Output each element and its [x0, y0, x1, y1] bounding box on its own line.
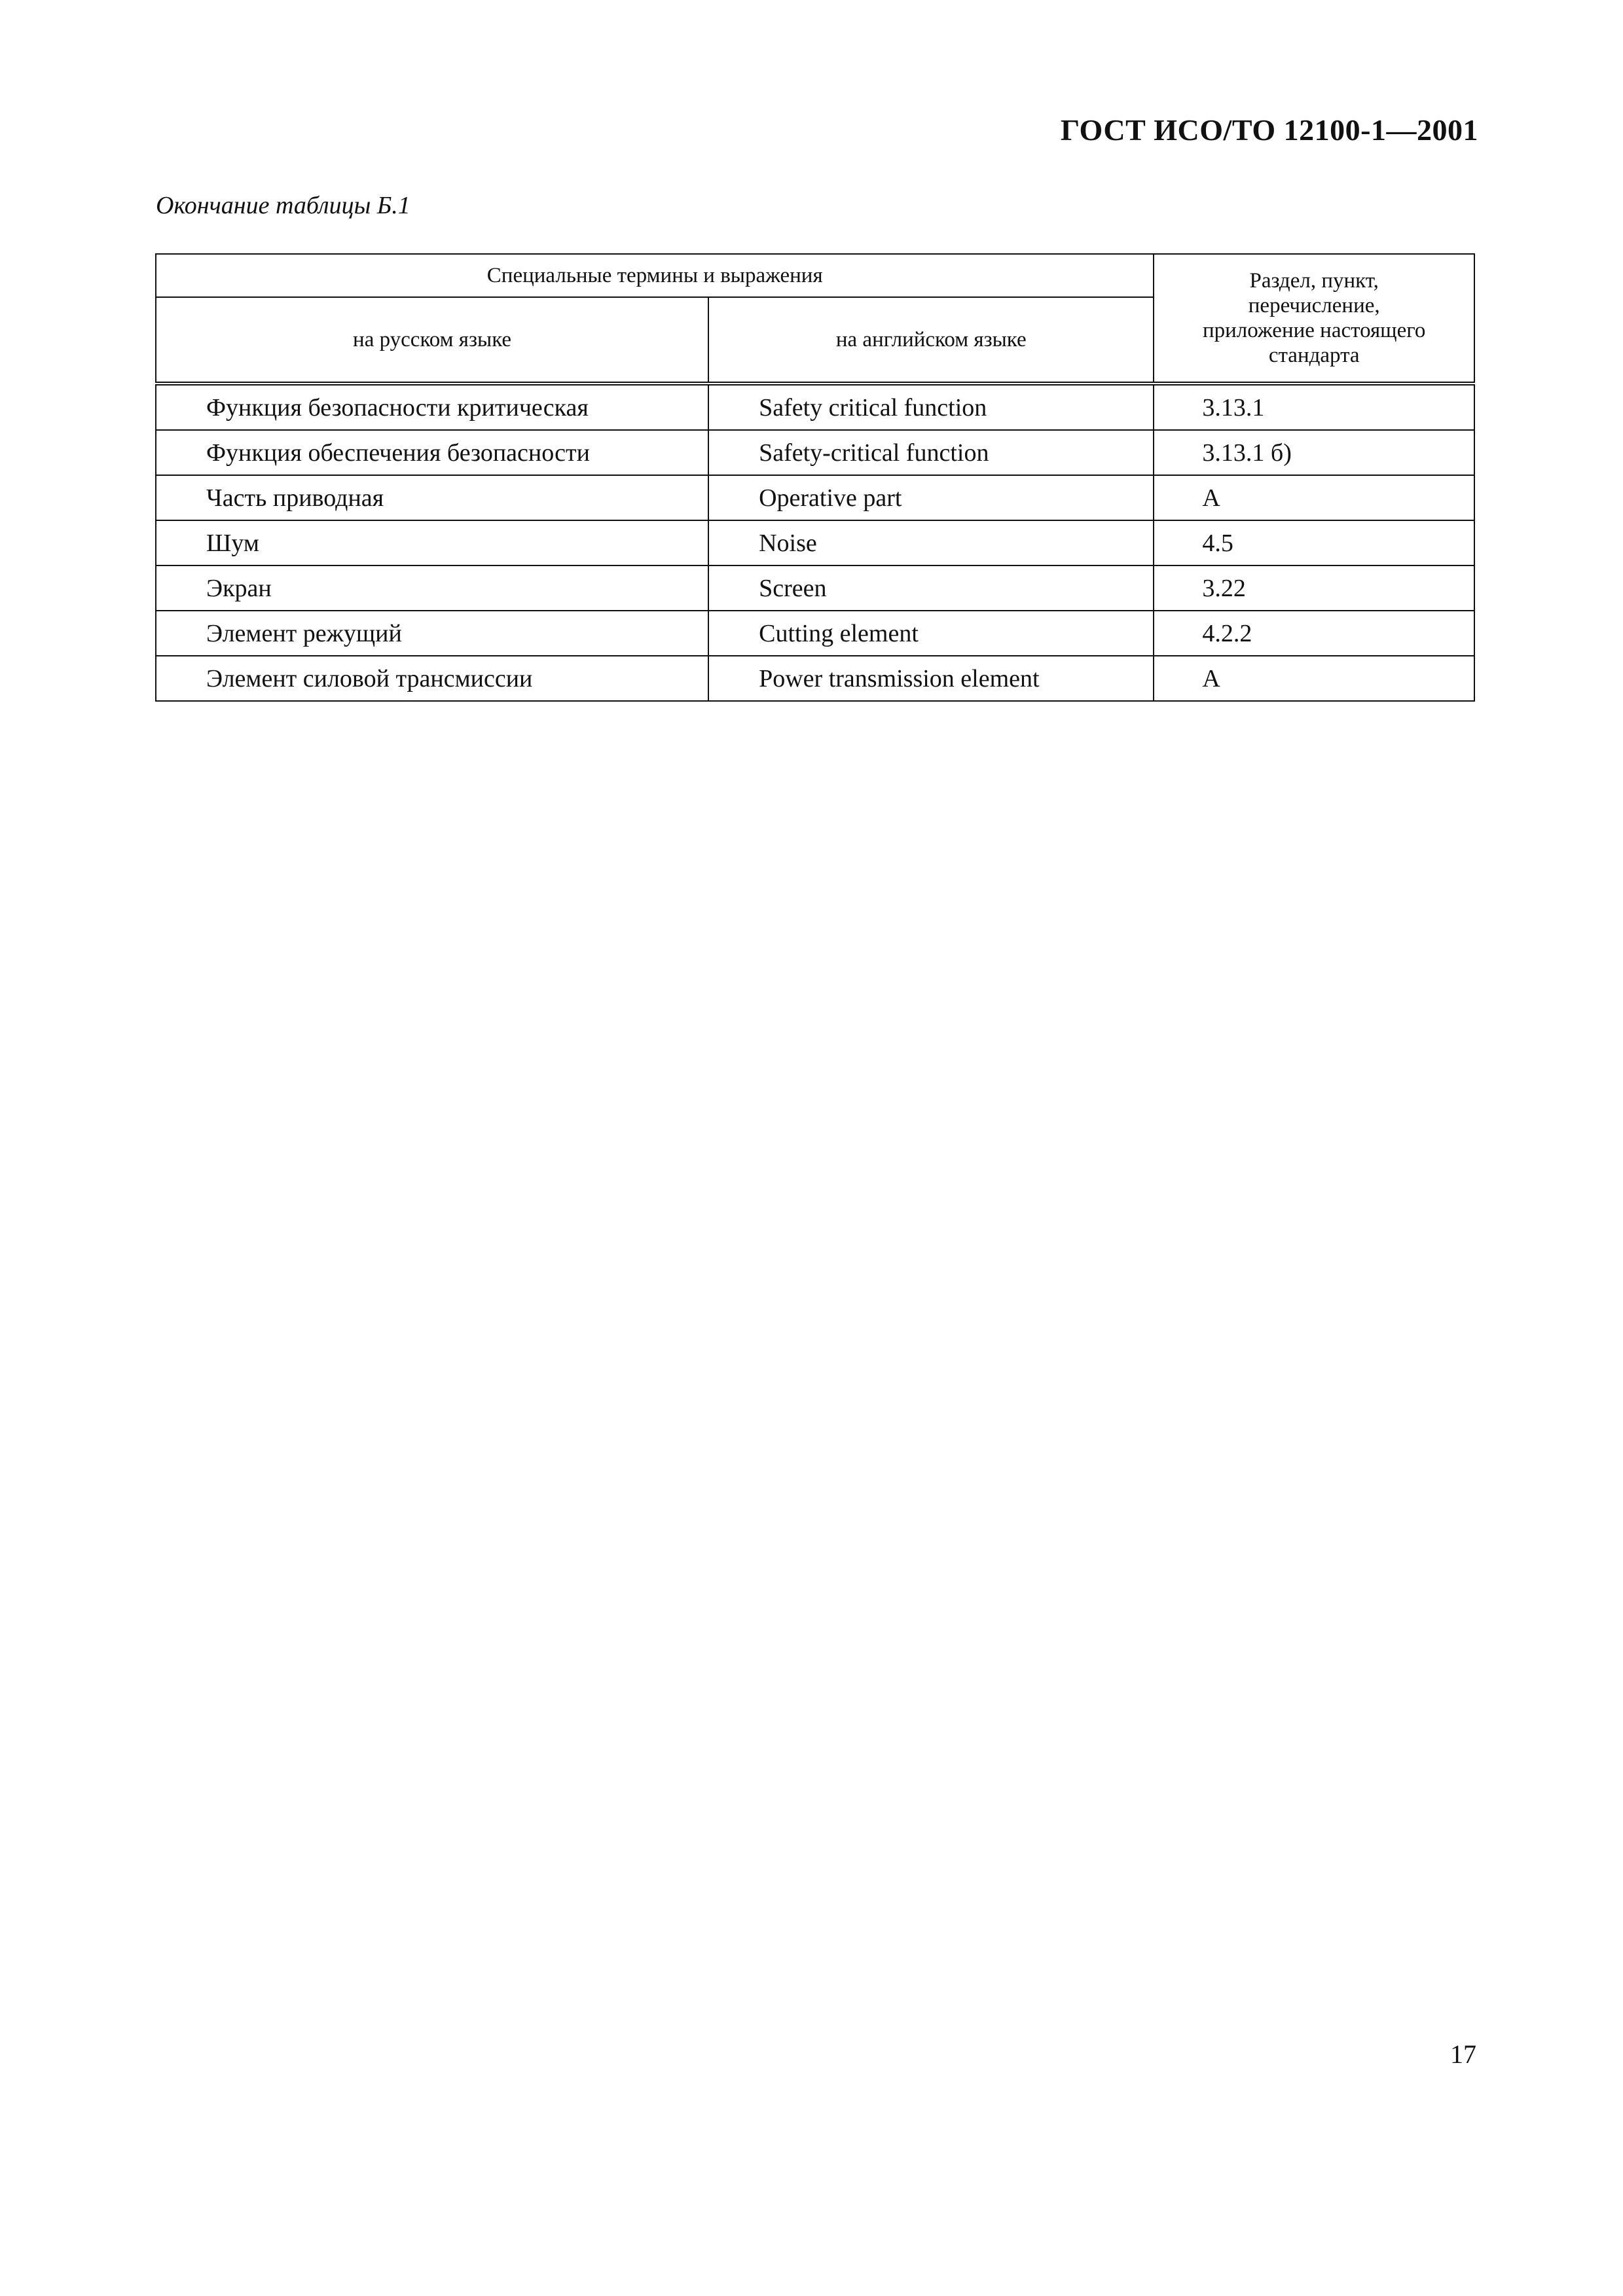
terms-table [155, 253, 1475, 702]
reference-column-header [1154, 254, 1474, 384]
reference-cell: 3.13.1 [1154, 384, 1474, 430]
english-term-cell: Noise [708, 520, 1154, 565]
russian-term-cell: Часть приводная [156, 475, 708, 520]
russian-term-cell: Функция обеспечения безопасности [156, 430, 708, 475]
reference-cell: 4.2.2 [1154, 611, 1474, 656]
table-caption: Окончание таблицы Б.1 [156, 192, 410, 219]
page-number: 17 [1450, 2039, 1476, 2069]
english-term-cell: Safety-critical function [708, 430, 1154, 475]
reference-cell: 3.22 [1154, 565, 1474, 611]
reference-cell: А [1154, 656, 1474, 701]
table-row [156, 475, 1474, 520]
russian-term-cell: Элемент режущий [156, 611, 708, 656]
reference-header-line: стандарта [1268, 344, 1360, 367]
english-term-cell: Operative part [708, 475, 1154, 520]
table-row [156, 384, 1474, 430]
standard-id-header: ГОСТ ИСО/ТО 12100-1—2001 [1060, 113, 1478, 147]
russian-term-cell: Шум [156, 520, 708, 565]
table-row [156, 430, 1474, 475]
table-row [156, 656, 1474, 701]
russian-term-cell: Функция безопасности критическая [156, 384, 708, 430]
reference-header-line: приложение настоящего [1202, 319, 1426, 342]
table-row [156, 565, 1474, 611]
english-term-cell: Cutting element [708, 611, 1154, 656]
russian-term-cell: Элемент силовой трансмиссии [156, 656, 708, 701]
reference-cell: 4.5 [1154, 520, 1474, 565]
english-column-header: на английском языке [708, 297, 1154, 384]
russian-column-header: на русском языке [156, 297, 708, 384]
english-term-cell: Power transmission element [708, 656, 1154, 701]
russian-term-cell: Экран [156, 565, 708, 611]
reference-cell: А [1154, 475, 1474, 520]
reference-header-line: перечисление, [1248, 294, 1380, 317]
english-term-cell: Safety critical function [708, 384, 1154, 430]
english-term-cell: Screen [708, 565, 1154, 611]
reference-cell: 3.13.1 б) [1154, 430, 1474, 475]
table-row [156, 611, 1474, 656]
reference-header-line: Раздел, пункт, [1249, 269, 1379, 293]
terms-group-header: Специальные термины и выражения [156, 254, 1154, 297]
table-row [156, 520, 1474, 565]
